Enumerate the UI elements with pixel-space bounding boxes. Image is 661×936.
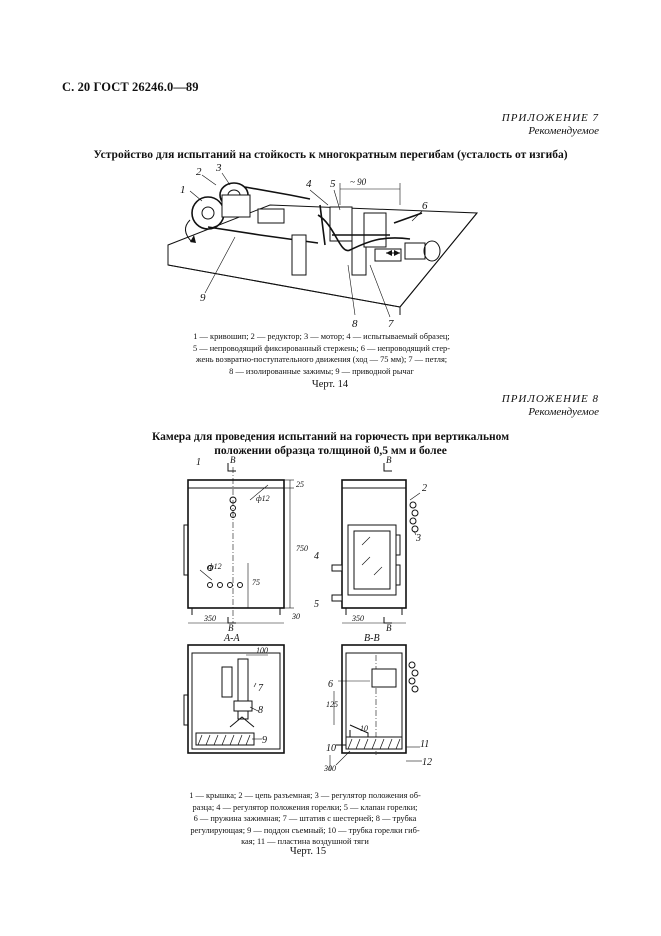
fig15-callout-3: 3 (416, 533, 421, 544)
fig15-callout-12: 12 (422, 757, 432, 768)
section-mark-b: В (386, 623, 392, 633)
appendix-8-status: Рекомендуемое (528, 406, 599, 418)
section-mark-b: В (386, 455, 392, 465)
fig14-callout-1: 1 (180, 184, 186, 196)
dim-label: 350 (204, 614, 216, 623)
fig14-callout-8: 8 (352, 318, 358, 330)
dim-label: 25 (296, 480, 304, 489)
fig14-callout-3: 3 (216, 162, 222, 174)
dim-label: 350 (352, 614, 364, 623)
dim-label: 10 (360, 724, 368, 733)
fig14-callout-9: 9 (200, 292, 206, 304)
fig14-callout-2: 2 (196, 166, 202, 178)
figure-15-label: Черт. 15 (289, 846, 327, 857)
fig15-callout-2: 2 (422, 483, 427, 494)
dim-label: 30 (292, 612, 300, 621)
figure-14-drawing (150, 162, 490, 330)
appendix-8-title-line: Камера для проведения испытаний на горючесть при вертикальном (151, 431, 510, 443)
section-mark-b: В (230, 455, 236, 465)
section-mark-b: В (228, 623, 234, 633)
figure-14-caption (165, 331, 478, 377)
appendix-7-status: Рекомендуемое (528, 125, 599, 137)
appendix-8-title-line: положении образца толщиной 0,5 мм и более (214, 445, 447, 457)
caption-line: жень возвратно-поступательного движения (ход — 75 мм); 7 — петля; (195, 355, 448, 364)
fig15-callout-5: 5 (314, 599, 319, 610)
fig15-callout-1: 1 (196, 457, 201, 468)
figure-14-label: Черт. 14 (311, 379, 349, 390)
caption-line: разца; 4 — регулятор положения горелки; 5 — клапан горелки; (192, 802, 418, 812)
fig15-callout-8: 8 (258, 705, 263, 716)
appendix-8-name: ПРИЛОЖЕНИЕ 8 (501, 393, 599, 405)
caption-line: 6 — пружина зажимная; 7 — штатив с шестерней; 8 — трубка (193, 814, 417, 823)
page-header: С. 20 ГОСТ 26246.0—89 (62, 80, 199, 94)
fig15-callout-4: 4 (314, 551, 319, 562)
dim-label: 100 (256, 646, 268, 655)
fig14-dimension: ~ 90 (350, 177, 367, 187)
caption-line: 5 — непроводящий фиксированный стержень; 6 — непроводящий стер- (192, 343, 451, 353)
caption-line: регулирующая; 9 — поддон съемный; 10 — трубка горелки гиб- (190, 825, 420, 835)
caption-line: 8 — изолированные зажимы; 9 — приводной рычаг (229, 366, 414, 376)
figure-15-drawing (150, 455, 510, 785)
view-label-b-b: В-В (364, 633, 380, 644)
appendix-8-heading (502, 393, 599, 419)
fig15-callout-11: 11 (420, 739, 430, 750)
dim-label: ф12 (208, 562, 222, 571)
fig15-callout-9: 9 (262, 735, 267, 746)
fig15-callout-7: 7 (258, 683, 263, 694)
fig14-callout-7: 7 (388, 318, 394, 330)
fig14-callout-4: 4 (306, 178, 312, 190)
view-label-a-a: А-А (224, 633, 240, 644)
dim-label: 125 (326, 700, 338, 709)
caption-line: кая; 11 — пластина воздушной тяги (241, 837, 369, 846)
dim-label: ф12 (256, 494, 270, 503)
fig14-callout-5: 5 (330, 178, 336, 190)
dim-label: 750 (296, 544, 308, 553)
caption-line: 1 — кривошип; 2 — редуктор; 3 — мотор; 4 — испытываемый образец; (193, 332, 450, 341)
fig15-callout-10: 10 (326, 743, 336, 754)
appendix-7-name: ПРИЛОЖЕНИЕ 7 (501, 112, 599, 124)
fig15-callout-6: 6 (328, 679, 333, 690)
dim-label: 75 (252, 578, 260, 587)
fig14-callout-6: 6 (422, 200, 428, 212)
caption-line: 1 — крышка; 2 — цепь разъемная; 3 — регулятор положения об- (189, 791, 421, 800)
appendix-8-title (60, 430, 601, 458)
dim-label: 300 (324, 764, 336, 773)
figure-15-caption (162, 790, 448, 848)
appendix-7-heading (502, 112, 599, 138)
appendix-7-title: Устройство для испытаний на стойкость к многократным перегибам (усталость от изгиба) (93, 149, 568, 161)
